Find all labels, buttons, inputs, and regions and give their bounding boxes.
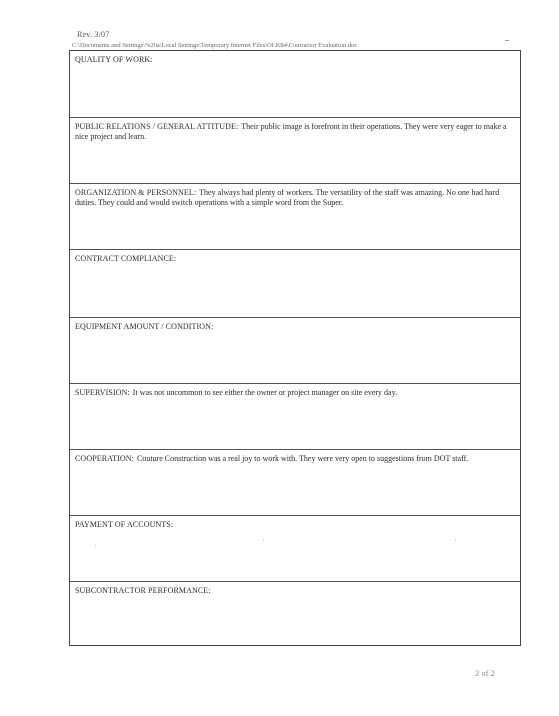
file-path: C:\Documents and Settings\%20a\Local Settings\Temporary Internet Files\OLK84\Contractor Evaluation.doc: [72, 42, 358, 49]
scan-speck: [95, 545, 96, 546]
section-text: They always had plenty of workers. The versatility of the staff was amazing. No one had hard duties. They could and would switch operations with a simple word from the Super.: [75, 188, 500, 207]
section-subcontractor-performance: [70, 581, 520, 645]
scan-speck: [263, 540, 264, 541]
section-supervision: [70, 383, 520, 449]
revision-label: Rev. 3/07: [77, 30, 110, 39]
section-text: It was not uncommon to see either the owner or project manager on site every day.: [132, 388, 398, 397]
page-number: 2 of 2: [475, 668, 495, 678]
section-cooperation: [70, 449, 520, 515]
scan-speck: [455, 540, 456, 541]
section-text: Their public image is forefront in their operations. They were very eager to make a nice project and learn.: [75, 122, 507, 141]
section-public-relations: [70, 117, 520, 183]
section-organization-personnel: [70, 183, 520, 249]
section-contract-compliance: [70, 249, 520, 317]
section-label: EQUIPMENT AMOUNT / CONDITION:: [75, 322, 214, 331]
section-label: COOPERATION:: [75, 454, 134, 463]
scan-speck: [395, 120, 396, 121]
scan-mark: [505, 40, 509, 41]
section-label: ORGANIZATION & PERSONNEL:: [75, 188, 197, 197]
section-equipment: [70, 317, 520, 383]
section-payment-of-accounts: [70, 515, 520, 581]
section-label: SUPERVISION:: [75, 388, 130, 397]
section-label: SUBCONTRACTOR PERFORMANCE:: [75, 586, 211, 595]
section-label: CONTRACT COMPLIANCE:: [75, 254, 177, 263]
section-label: QUALITY OF WORK:: [75, 55, 153, 64]
section-quality-of-work: [70, 51, 520, 117]
section-text: Couture Construction was a real joy to work with. They were very open to suggestions from DOT staff.: [136, 454, 469, 463]
section-label: PAYMENT OF ACCOUNTS:: [75, 520, 174, 529]
evaluation-form: [69, 50, 521, 646]
section-label: PUBLIC RELATIONS / GENERAL ATTITUDE:: [75, 122, 239, 131]
